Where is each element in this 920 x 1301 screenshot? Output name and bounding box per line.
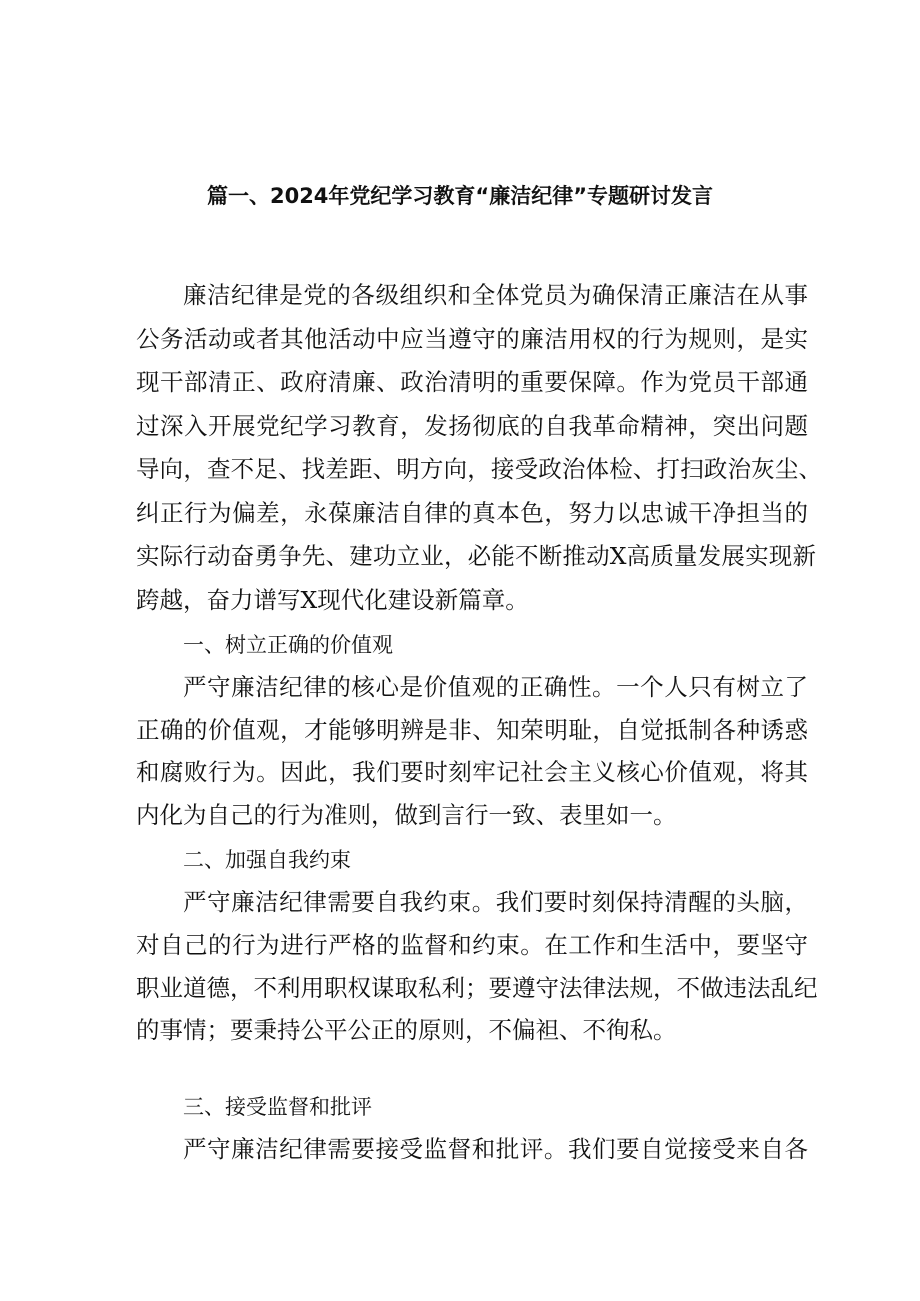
paragraph-line: 对自己的行为进行严格的监督和约束。在工作和生活中，要坚守 bbox=[136, 931, 808, 959]
paragraph-line: 导向，查不足、找差距、明方向，接受政治体检、打扫政治灰尘、 bbox=[136, 455, 822, 483]
paragraph-line: 纠正行为偏差，永葆廉洁自律的真本色，努力以忠诚干净担当的 bbox=[136, 499, 808, 527]
paragraph-line: 严守廉洁纪律的核心是价值观的正确性。一个人只有树立了 bbox=[183, 673, 808, 701]
paragraph-line: 公务活动或者其他活动中应当遵守的廉洁用权的行为规则，是实 bbox=[136, 325, 808, 353]
paragraph-line: 严守廉洁纪律需要接受监督和批评。我们要自觉接受来自各 bbox=[183, 1135, 808, 1163]
paragraph-line: 过深入开展党纪学习教育，发扬彻底的自我革命精神，突出问题 bbox=[136, 412, 808, 440]
paragraph-line: 内化为自己的行为准则，做到言行一致、表里如一。 bbox=[136, 801, 677, 829]
paragraph-line: 严守廉洁纪律需要自我约束。我们要时刻保持清醒的头脑， bbox=[183, 888, 808, 916]
section-heading-1: 一、树立正确的价值观 bbox=[183, 633, 393, 657]
paragraph-line: 正确的价值观，才能够明辨是非、知荣明耻，自觉抵制各种诱惑 bbox=[136, 716, 808, 744]
section-heading-2: 二、加强自我约束 bbox=[183, 848, 351, 872]
document-title: 篇一、2024年党纪学习教育“廉洁纪律”专题研讨发言 bbox=[206, 184, 714, 208]
paragraph-line: 的事情；要秉持公平公正的原则，不偏袒、不徇私。 bbox=[136, 1016, 677, 1044]
paragraph-line: 跨越，奋力谱写X现代化建设新篇章。 bbox=[136, 586, 529, 614]
paragraph-line: 职业道德，不利用职权谋取私利；要遵守法律法规，不做违法乱纪 bbox=[136, 974, 818, 1002]
paragraph-line: 廉洁纪律是党的各级组织和全体党员为确保清正廉洁在从事 bbox=[183, 281, 808, 309]
paragraph-line: 实际行动奋勇争先、建功立业，必能不断推动X高质量发展实现新 bbox=[136, 542, 816, 570]
paragraph-line: 现干部清正、政府清廉、政治清明的重要保障。作为党员干部通 bbox=[136, 368, 808, 396]
paragraph-line: 和腐败行为。因此，我们要时刻牢记社会主义核心价值观，将其 bbox=[136, 758, 808, 786]
section-heading-3: 三、接受监督和批评 bbox=[183, 1095, 372, 1119]
